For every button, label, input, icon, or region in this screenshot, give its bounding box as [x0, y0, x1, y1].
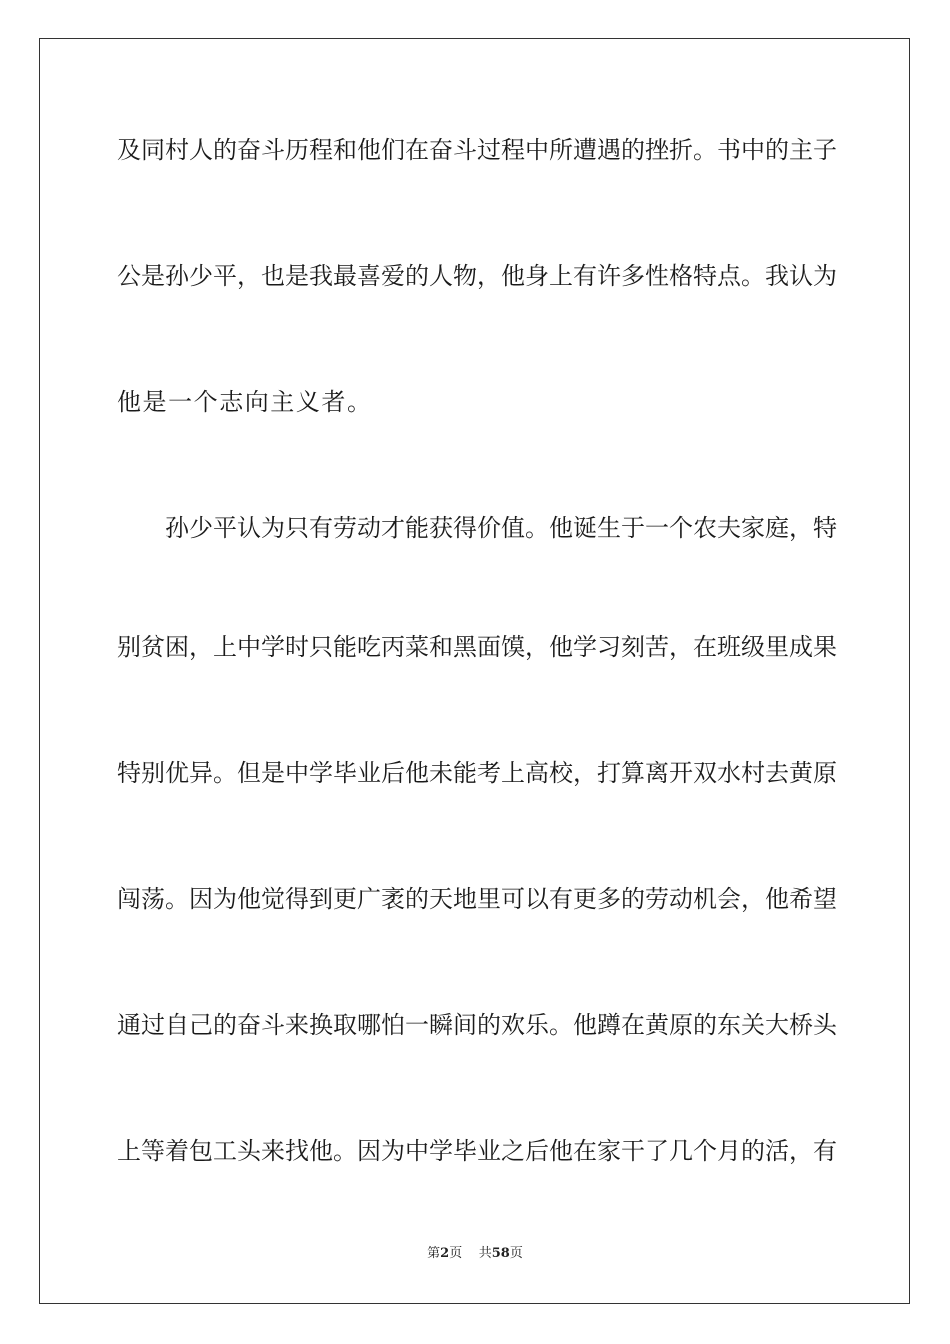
page-suffix: 页 — [449, 1246, 463, 1261]
paragraph-line: 闯荡。因为他觉得到更广袤的天地里可以有更多的劳动机会，他希望 — [117, 885, 837, 913]
paragraph-line: 通过自己的奋斗来换取哪怕一瞬间的欢乐。他蹲在黄原的东关大桥头 — [117, 1011, 837, 1039]
paragraph-line: 他是一个志向主义者。 — [117, 388, 373, 416]
paragraph-line: 特别优异。但是中学毕业后他未能考上高校，打算离开双水村去黄原 — [117, 759, 837, 787]
total-prefix: 共 — [478, 1246, 492, 1261]
total-pages: 58 — [491, 1246, 510, 1261]
paragraph-line: 别贫困，上中学时只能吃丙菜和黑面馍，他学习刻苦，在班级里成果 — [117, 633, 837, 661]
paragraph-line: 孙少平认为只有劳动才能获得价值。他诞生于一个农夫家庭，特 — [165, 514, 837, 542]
page-footer — [0, 1245, 950, 1263]
page-number: 2 — [440, 1246, 450, 1261]
paragraph-line: 及同村人的奋斗历程和他们在奋斗过程中所遭遇的挫折。书中的主子 — [117, 136, 837, 164]
paragraph-line: 上等着包工头来找他。因为中学毕业之后他在家干了几个月的活，有 — [117, 1137, 837, 1165]
page-border — [39, 38, 910, 1304]
paragraph-line: 公是孙少平，也是我最喜爱的人物，他身上有许多性格特点。我认为 — [117, 262, 837, 290]
total-suffix: 页 — [509, 1246, 523, 1261]
page-prefix: 第 — [427, 1246, 441, 1261]
